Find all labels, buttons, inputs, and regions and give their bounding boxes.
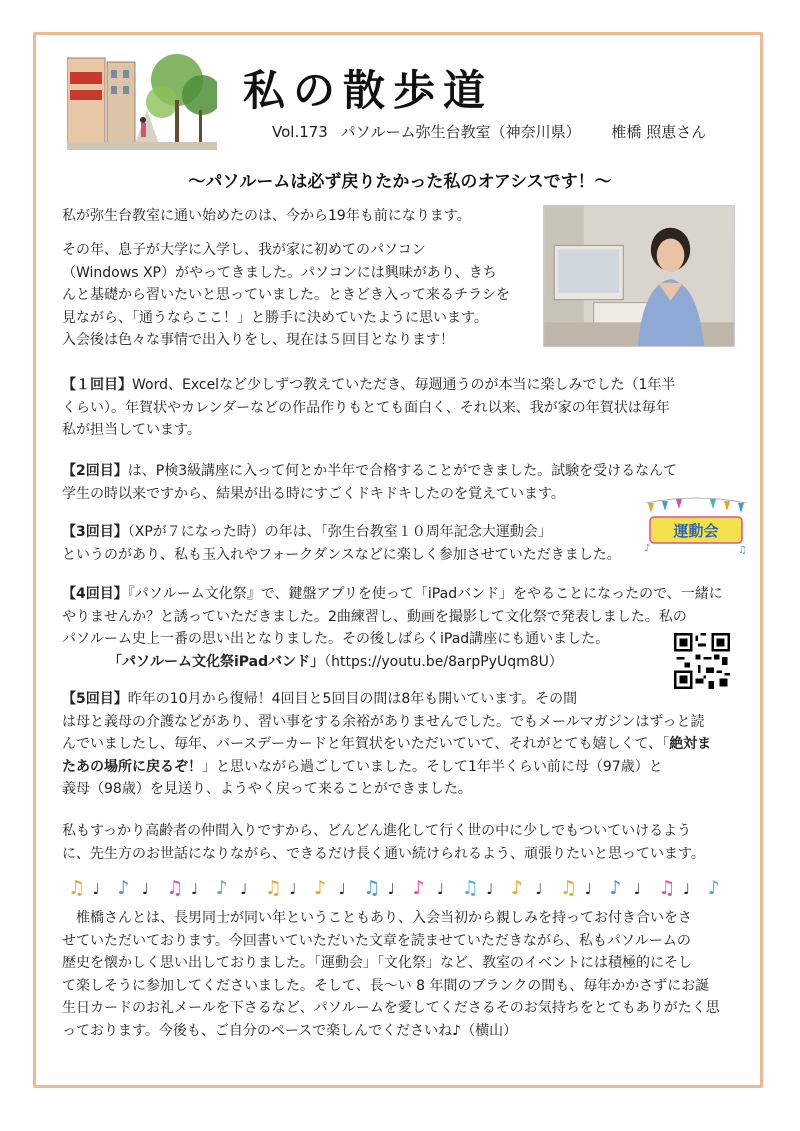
qr-code[interactable] (674, 633, 730, 689)
music-note-icon: ♩ (191, 880, 199, 898)
sports-day-badge (640, 495, 752, 555)
music-note-icon: ♩ (633, 880, 641, 898)
music-note-icon: ♫ (560, 877, 578, 898)
intro-line-4: 見ながら、「通うならここ！」と勝手に決めていたように思います。 (62, 309, 488, 326)
section-4-line-2: やりませんか？と誘っていただきました。2曲練習し、動画を撮影して文化祭で発表しました。私の (62, 608, 687, 625)
section-3-label: 【3回目】 (62, 524, 128, 540)
video-link-title: 「パソルーム文化祭iPadバンド」 (108, 654, 325, 670)
music-note-icon: ♩ (437, 880, 445, 898)
classroom-name: パソルーム弥生台教室（神奈川県） (340, 123, 581, 141)
section-4-label: 【4回目】 (62, 586, 128, 602)
music-note-icon: ♫ (658, 877, 676, 898)
intro-line-2: （Windows XP）がやってきました。パソコンには興味があり、きち (62, 264, 497, 281)
music-note-icon: ♩ (338, 880, 346, 898)
section-4-line-1: 【4回目】『パソルーム文化祭』で、鍵盤アプリを使って「iPadバンド」をやることになったので、一緒に (62, 586, 723, 602)
section-1-line-1: 【１回目】Word、Excelなど少しずつ教えていただき、毎週通うのが本当に楽しみでした（1年半 (62, 377, 676, 393)
music-note-icon: ♩ (486, 880, 494, 898)
music-note-icon: ♫ (264, 877, 282, 898)
section-1-line-3: 私が担当しています。 (62, 422, 201, 438)
music-note-icon: ♫ (461, 877, 479, 898)
comment-line-1: 椎橋さんとは、長男同士が同い年ということもあり、入会当初から親しみを持ってお付き合いをさ (76, 910, 692, 926)
svg-text:♫: ♫ (738, 545, 747, 555)
comment-line-4: て楽しそうに参加してくださいました。そして、長～い 8 年間のブランクの間も、毎年かかさずにお誕 (62, 977, 710, 994)
column-title: 私の散歩道 (243, 66, 494, 115)
music-note-icon: ♩ (683, 880, 691, 898)
intro-line-1: その年、息子が大学に入学し、我が家に初めてのパソコン (62, 242, 426, 258)
section-5-line-1: 【5回目】昨年の10月から復帰！4回目と5回目の間は8年も開いています。その間 (62, 691, 578, 707)
section-3-line-2: というのがあり、私も玉入れやフォークダンスなどに楽しく参加させていただきました。 (62, 546, 621, 563)
music-note-icon: ♪ (314, 877, 327, 898)
comment-line-2: せていただいております。今回書いていただいた文章を読ませていただきながら、私もパソルームの (62, 932, 691, 949)
music-note-icon: ♩ (92, 880, 100, 898)
comment-line-5: 生日カードのお礼メールを下さるなど、パソルームを愛してくださるそのお気持ちをとてもありがたく思 (62, 1000, 720, 1016)
intro-paragraph-1: 私が弥生台教室に通い始めたのは、今から19年も前になります。 (62, 208, 471, 224)
music-note-icon: ♩ (535, 880, 543, 898)
section-5-line-4: たあの場所に戻るぞ！」と思いながら過ごしていました。そして1年半くらい前に母（97歳）と (62, 758, 663, 775)
music-note-icon: ♫ (166, 877, 184, 898)
music-note-icon: ♩ (387, 880, 395, 898)
intro-line-3: んと基礎から習いたいと思っていました。ときどき入って来るチラシを (62, 287, 510, 303)
music-note-icon: ♫ (363, 877, 381, 898)
music-note-icon: ♩ (289, 880, 297, 898)
music-note-divider (64, 876, 734, 898)
music-note-icon: ♫ (68, 877, 86, 898)
section-5-line-2: は母と義母の介護などがあり、習い事をする余裕がありませんでした。でもメールマガジンはずっと読 (62, 713, 705, 730)
section-5-line-3: んでいましたし、毎年、バースデーカードと年賀状をいただいていて、それがとても嬉しくて、「絶対ま (62, 736, 712, 752)
section-5-line-5: 義母（98歳）を見送り、ようやく戻って来ることができました。 (62, 781, 472, 797)
music-note-icon: ♪ (117, 877, 130, 898)
music-note-icon: ♩ (240, 880, 248, 898)
closing-line-1: 私もすっかり高齢者の仲間入りですから、どんどん進化して行く世の中に少しでもついていけるよう (62, 823, 692, 839)
issue-info (272, 121, 706, 142)
section-3-line-1: 【3回目】（XPが７になった時）の年は、「弥生台教室１０周年記念大運動会」 (62, 524, 552, 540)
section-4-line-3: パソルーム史上一番の思い出となりました。その後しばらくiPad講座にも通いました。 (62, 631, 610, 647)
section-5-label: 【5回目】 (62, 691, 128, 707)
video-link-url: （https://youtu.be/8arpPyUqm8U） (324, 654, 563, 670)
music-note-icon: ♪ (412, 877, 425, 898)
video-link[interactable] (108, 651, 563, 671)
music-note-icon: ♪ (510, 877, 523, 898)
comment-line-3: 歴史を懐かしく思い出しておりました。「運動会」「文化祭」など、教室のイベントには積極的にそし (62, 955, 692, 971)
music-note-icon: ♩ (141, 880, 149, 898)
svg-text:♪: ♪ (644, 543, 651, 554)
section-2-line-2: 学生の時以来ですから、結果が出る時にすごくドキドキしたのを覚えています。 (62, 485, 565, 502)
music-note-icon: ♩ (584, 880, 592, 898)
volume-number: Vol.173 (272, 123, 328, 141)
author-name: 椎橋 照恵さん (611, 123, 707, 141)
intro-line-5: 入会後は色々な事情で出入りをし、現在は５回目となります！ (62, 332, 454, 348)
svg-text:運動会: 運動会 (673, 522, 719, 540)
section-1-label: 【１回目】 (62, 377, 132, 393)
closing-line-2: に、先生方のお世話になりながら、できるだけ長く通い続けられるよう、頑張りたいと思っています。 (62, 845, 705, 862)
section-2-line-1: 【2回目】は、P検3級講座に入って何とか半年で合格することができました。試験を受けるなんて (62, 463, 678, 479)
music-note-icon: ♪ (707, 877, 720, 898)
comment-line-6: っております。今後も、ご自分のペースで楽しんでくださいね♪（横山） (62, 1022, 518, 1039)
street-illustration (67, 50, 217, 150)
section-2-label: 【2回目】 (62, 463, 128, 479)
section-1-line-2: くらい）。年賀状やカレンダーなどの作品作りもとても面白く、それ以来、我が家の年賀状は毎年 (62, 399, 670, 416)
music-note-icon: ♪ (215, 877, 228, 898)
article-headline: ～パソルームは必ず戻りたかった私のオアシスです！～ (188, 172, 612, 192)
music-note-icon: ♪ (609, 877, 622, 898)
